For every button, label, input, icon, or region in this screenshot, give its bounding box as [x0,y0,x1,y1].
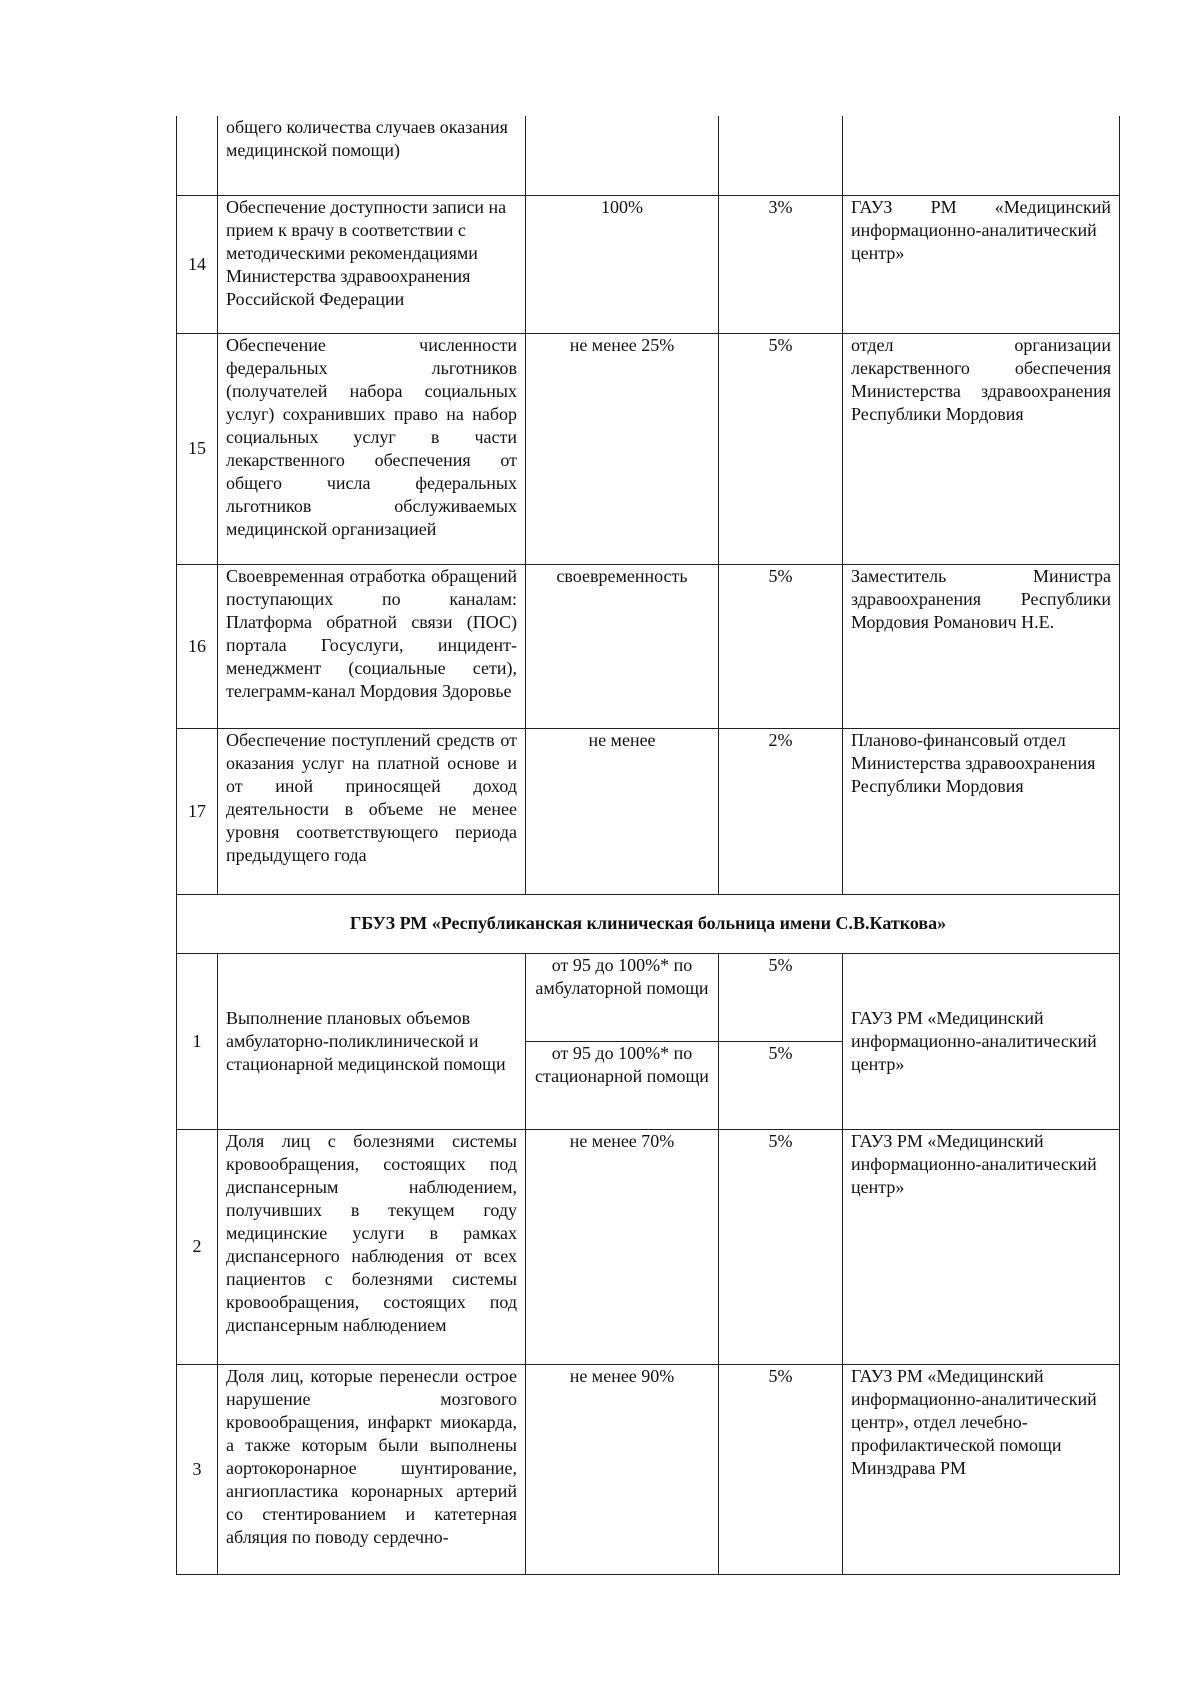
target-value-inpatient: от 95 до 100%* по стационарной помощи [526,1041,718,1129]
section-header-row [177,894,1120,953]
weight-cell [719,116,843,195]
target-value-cell [526,116,719,195]
row-number: 2 [177,1129,218,1364]
row-number: 1 [177,953,218,1129]
target-value-cell: не менее 70% [526,1129,719,1364]
row-number [177,116,218,195]
responsible-cell: ГАУЗ РМ «Медицинский информационно-аналитический центр» [843,953,1120,1129]
responsible-cell: Планово-финансовый отдел Министерства здравоохранения Республики Мордовия [843,728,1120,894]
weight-cell: 5% [719,333,843,564]
table-row [177,564,1120,728]
weight-inpatient: 5% [719,1041,842,1129]
indicator-cell: общего количества случаев оказания медицинской помощи) [218,116,526,195]
target-value-cell: 100% [526,195,719,333]
row-number: 17 [177,728,218,894]
target-value-cell: не менее 90% [526,1364,719,1574]
row-number: 15 [177,333,218,564]
target-value-cell: не менее [526,728,719,894]
indicator-cell: Обеспечение доступности записи на прием к врачу в соответствии с методическими рекомендациями Министерства здравоохранения Российской Федерации [218,195,526,333]
indicator-cell: Обеспечение численности федеральных льготников (получателей набора социальных услуг) сохранивших право на набор социальных услуг в части лекарственного обеспечения от общего числа федеральных льготников обслуживаемых медицинской организацией [218,333,526,564]
target-value-cell: своевременность [526,564,719,728]
indicator-cell: Доля лиц, которые перенесли острое нарушение мозгового кровообращения, инфаркт миокарда, а также которым были выполнены аортокоронарное шунтирование, ангиопластика коронарных артерий со стентированием и катетерная абляция по поводу сердечно- [218,1364,526,1574]
indicator-cell: Обеспечение поступлений средств от оказания услуг на платной основе и от иной приносящей доход деятельности в объеме не менее уровня соответствующего периода предыдущего года [218,728,526,894]
weight-cell: 5% [719,564,843,728]
responsible-cell: ГАУЗ РМ «Медицинский информационно-аналитический центр» [843,1129,1120,1364]
table-row [177,728,1120,894]
target-value-ambulatory: от 95 до 100%* по амбулаторной помощи [535,954,709,998]
weight-cell [719,953,843,1129]
weight-cell: 2% [719,728,843,894]
responsible-cell: Заместитель Министра здравоохранения Республики Мордовия Романович Н.Е. [843,564,1120,728]
table-row [177,333,1120,564]
table-row [177,953,1120,1129]
row-number: 14 [177,195,218,333]
responsible-cell: ГАУЗ РМ «Медицинский информационно-аналитический центр» [843,195,1120,333]
indicator-cell: Выполнение плановых объемов амбулаторно-поликлинической и стационарной медицинской помощи [218,953,526,1129]
responsible-cell: отдел организации лекарственного обеспечения Министерства здравоохранения Республики Мордовия [843,333,1120,564]
indicators-table [176,116,1120,1575]
table-row [177,195,1120,333]
weight-cell: 5% [719,1129,843,1364]
row-number: 16 [177,564,218,728]
table-row [177,1364,1120,1574]
section-title: ГБУЗ РМ «Республиканская клиническая больница имени С.В.Каткова» [177,894,1120,953]
responsible-cell [843,116,1120,195]
row-number: 3 [177,1364,218,1574]
target-value-cell: не менее 25% [526,333,719,564]
target-value-cell [526,953,719,1129]
weight-cell: 3% [719,195,843,333]
weight-cell: 5% [719,1364,843,1574]
table-row [177,1129,1120,1364]
responsible-cell: ГАУЗ РМ «Медицинский информационно-аналитический центр», отдел лечебно-профилактической помощи Минздрава РМ [843,1364,1120,1574]
weight-ambulatory: 5% [768,954,793,975]
indicator-cell: Доля лиц с болезнями системы кровообращения, состоящих под диспансерным наблюдением, получивших в текущем году медицинские услуги в рамках диспансерного наблюдения от всех пациентов с болезнями системы кровообращения, состоящих под диспансерным наблюдением [218,1129,526,1364]
table-row [177,116,1120,195]
indicator-cell: Своевременная отработка обращений поступающих по каналам: Платформа обратной связи (ПОС) портала Госуслуги, инцидент-менеджмент (социальные сети), телеграмм-канал Мордовия Здоровье [218,564,526,728]
